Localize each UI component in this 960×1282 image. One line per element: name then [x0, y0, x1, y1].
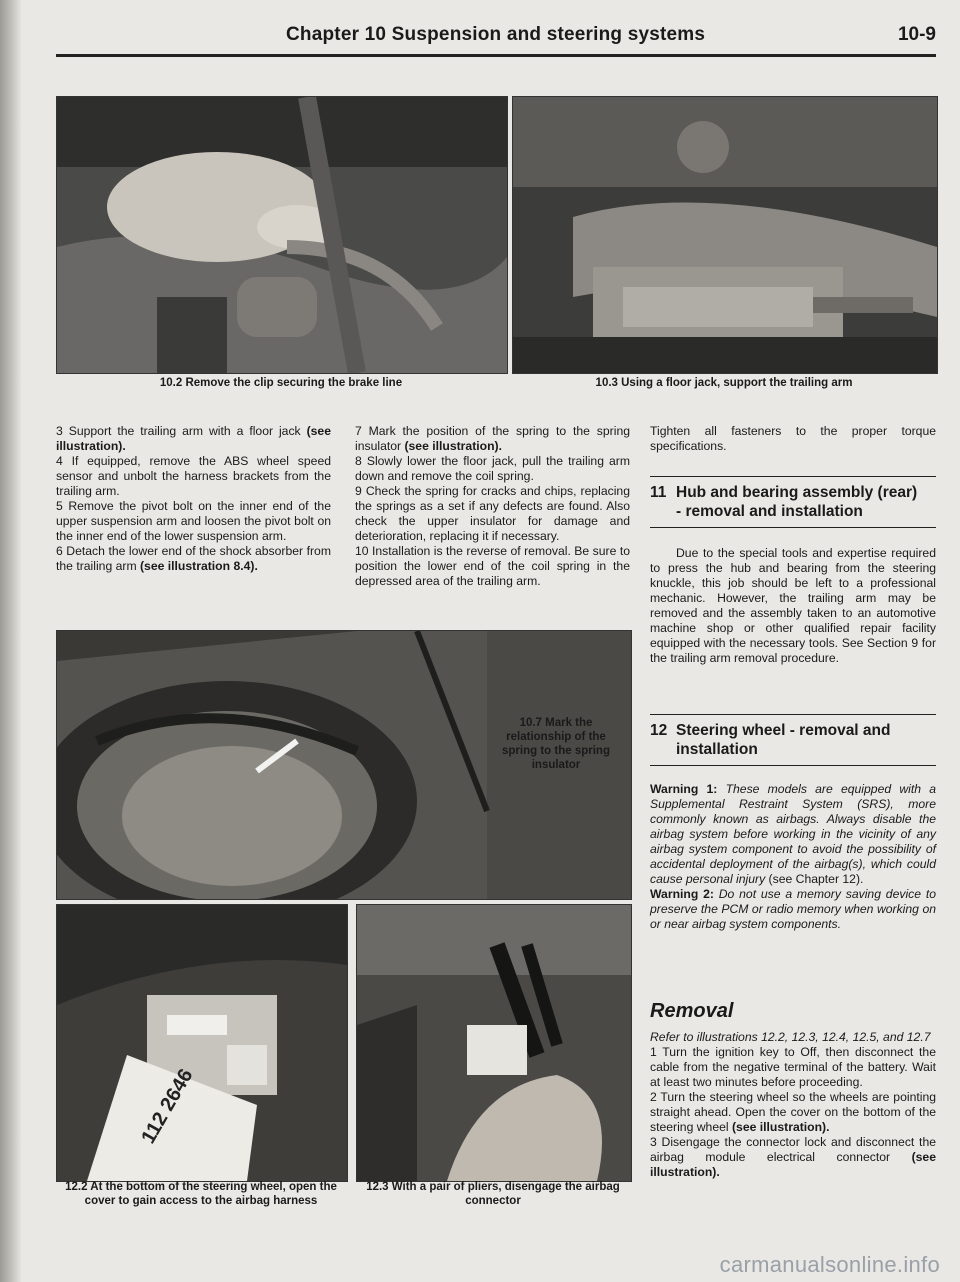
step-10: 10 Installation is the reverse of removal. Be sure to position the lower end of the coil spring in the depressed area of the trailing arm.	[355, 544, 630, 588]
section-11-heading: 11 Hub and bearing assembly (rear) - removal and installation	[650, 476, 936, 528]
part-number-label: 112 2646	[137, 1065, 198, 1148]
text-column-1	[56, 424, 331, 574]
photo-airbag-connector	[356, 904, 632, 1182]
page-number: 10-9	[897, 24, 936, 45]
removal-reference: Refer to illustrations 12.2, 12.3, 12.4, 12.5, and 12.7	[650, 1030, 931, 1044]
warnings	[650, 782, 936, 932]
section-12-heading: 12 Steering wheel - removal and installation	[650, 714, 936, 766]
tighten-paragraph: Tighten all fasteners to the proper torque specifications.	[650, 424, 936, 453]
caption-10-2: 10.2 Remove the clip securing the brake line	[159, 377, 403, 389]
photo-floor-jack-trailing-arm	[512, 96, 938, 374]
removal-step-2: 2 Turn the steering wheel so the wheels are pointing straight ahead. Open the cover on the bottom of the steering wheel (see illustration).	[650, 1090, 936, 1134]
chapter-title: Chapter 10 Suspension and steering systems	[286, 24, 706, 45]
warning-1: Warning 1: These models are equipped with a Supplemental Restraint System (SRS), more commonly known as airbags. Always disable the airbag system before working in the vicinity of any airbag system component to avoid the possibility of accidental deployment of the airbag(s), which could cause personal injury (see Chapter 12).	[650, 782, 937, 886]
photo-steering-wheel-cover	[56, 904, 348, 1182]
warning-2: Warning 2: Do not use a memory saving device to preserve the PCM or radio memory when working on or near airbag system components.	[650, 887, 936, 931]
caption-10-3: 10.3 Using a floor jack, support the trailing arm	[595, 377, 853, 389]
step-8: 8 Slowly lower the floor jack, pull the trailing arm down and remove the coil spring.	[355, 454, 630, 483]
page-spine-shadow	[0, 0, 22, 1282]
step-3: 3 Support the trailing arm with a floor jack (see illustration).	[56, 424, 331, 453]
section-11-body: Due to the special tools and expertise required to press the hub and bearing from the steering knuckle, this job should be left to a professional mechanic. However, the trailing arm may be removed and the assembly taken to an automotive machine shop or other qualified repair facility equipped with the necessary tools. See Section 9 for the trailing arm removal procedure.	[650, 546, 936, 665]
removal-heading: Removal	[650, 1000, 734, 1022]
step-4: 4 If equipped, remove the ABS wheel speed sensor and unbolt the harness brackets from the trailing arm.	[56, 454, 331, 498]
header-rule	[56, 54, 936, 57]
caption-12-3: 12.3 With a pair of pliers, disengage the airbag connector	[366, 1181, 620, 1207]
caption-10-7: 10.7 Mark the relationship of the spring to the spring insulator	[502, 717, 610, 771]
page-header	[56, 18, 936, 60]
removal-step-1: 1 Turn the ignition key to Off, then disconnect the cable from the negative terminal of the battery. Wait at least two minutes before proceeding.	[650, 1045, 936, 1089]
watermark-footer: carmanualsonline.info	[719, 1252, 940, 1277]
text-column-2	[355, 424, 630, 589]
photo-brake-line-clip	[56, 96, 508, 374]
step-9: 9 Check the spring for cracks and chips, replacing the springs as a set if any defects are found. Also check the upper insulator for damage and deterioration, replacing it if necessary.	[355, 484, 630, 543]
caption-12-2: 12.2 At the bottom of the steering wheel, open the cover to gain access to the airbag harness	[65, 1181, 337, 1207]
step-6: 6 Detach the lower end of the shock absorber from the trailing arm (see illustration 8.4).	[56, 544, 331, 573]
step-7: 7 Mark the position of the spring to the spring insulator (see illustration).	[355, 424, 630, 453]
removal-step-3: 3 Disengage the connector lock and disconnect the airbag module electrical connector (see illustration).	[650, 1135, 936, 1179]
removal-steps	[650, 1030, 936, 1180]
step-5: 5 Remove the pivot bolt on the inner end of the upper suspension arm and loosen the pivot bolt on the inner end of the lower suspension arm.	[56, 499, 331, 543]
